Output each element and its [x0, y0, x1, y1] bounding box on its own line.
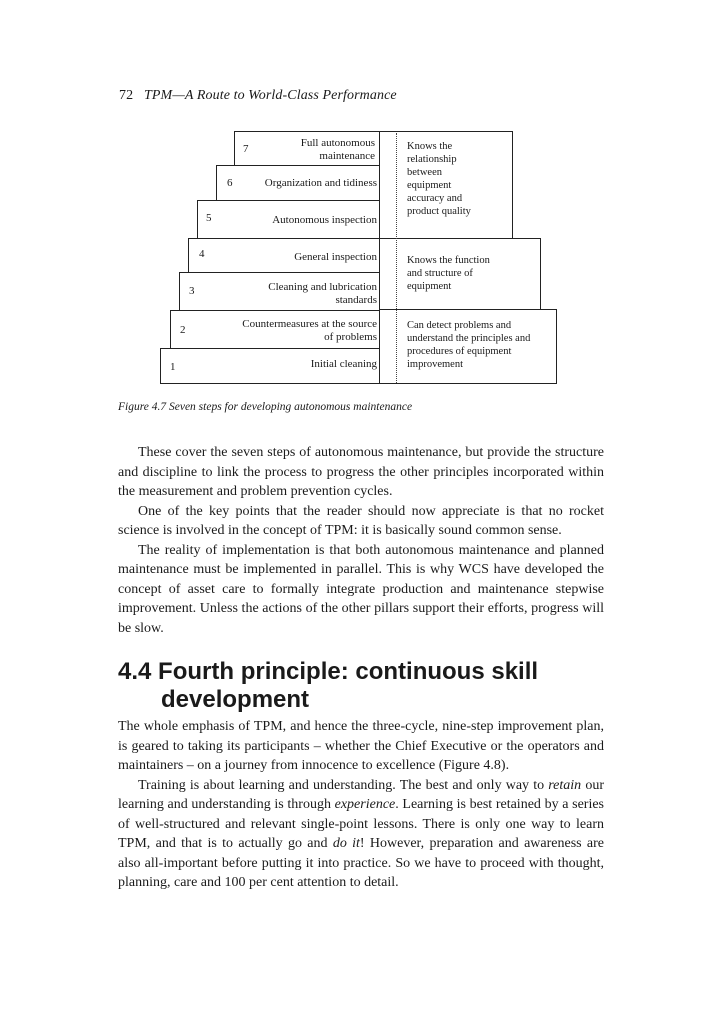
- section-number: 4.4: [118, 658, 152, 685]
- step-number-6: 6: [227, 177, 233, 189]
- figure-divider: [396, 133, 397, 383]
- step-label-3: Cleaning and lubrication standards: [268, 281, 377, 306]
- step-label-4: General inspection: [294, 251, 377, 263]
- section-text: [118, 717, 604, 893]
- step-number-1: 1: [170, 361, 176, 373]
- section-heading: [118, 658, 538, 714]
- step-number-5: 5: [206, 212, 212, 224]
- step-label-5: Autonomous inspection: [272, 214, 377, 226]
- body-text: [118, 443, 604, 638]
- step-number-4: 4: [199, 248, 205, 260]
- step-label-2: Countermeasures at the source of problems: [242, 318, 377, 343]
- outcome-text-top: Knows the relationship between equipment accuracy and product quality: [407, 141, 471, 217]
- outcome-text-bottom: Can detect problems and understand the principles and procedures of equipment improvement: [407, 320, 531, 370]
- figure-caption: Figure 4.7 Seven steps for developing autonomous maintenance: [118, 401, 413, 413]
- step-label-1: Initial cleaning: [310, 358, 377, 370]
- section-paragraph-1: The whole emphasis of TPM, and hence the three-cycle, nine-step improvement plan, is geared to taking its participants – whether the Chief Executive or the operators and maintainers – on a journey from innocence to excellence (Figure 4.8).: [118, 719, 604, 773]
- section-title-line2: development: [161, 686, 310, 713]
- book-title: TPM—A Route to World-Class Performance: [144, 88, 397, 103]
- step-label-6: Organization and tidiness: [264, 177, 377, 189]
- section-paragraph-2: Training is about learning and understanding. The best and only way to retain our learning and understanding is through experience. Learning is best retained by a series of well-structured and relevant single-point lessons. There is only one way to learn TPM, and that is to actually go and do it! However, preparation and awareness are also all-important before putting it into practice. So we have to proceed with thought, planning, care and 100 per cent attention to detail.: [118, 777, 605, 890]
- body-paragraph: The reality of implementation is that both autonomous maintenance and planned maintenance must be implemented in parallel. This is why WCS have developed the concept of asset care to formally integrate production and maintenance stepwise improvement. Unless the actions of the other pillars support their efforts, progress will be slow.: [118, 542, 604, 636]
- step-number-3: 3: [189, 285, 195, 297]
- step-label-7: Full autonomous maintenance: [300, 137, 375, 162]
- body-paragraph: One of the key points that the reader should now appreciate is that no rocket science is involved in the concept of TPM: it is basically sound common sense.: [118, 503, 604, 538]
- step-number-2: 2: [180, 324, 186, 336]
- outcome-text-middle: Knows the function and structure of equipment: [407, 255, 490, 292]
- page-number: 72: [119, 88, 134, 103]
- section-title-line1: Fourth principle: continuous skill: [158, 658, 539, 685]
- step-number-7: 7: [243, 143, 249, 155]
- body-paragraph: These cover the seven steps of autonomous maintenance, but provide the structure and discipline to link the process to progress the other principles incorporated within the measurement and problem prevention cycles.: [118, 445, 604, 499]
- figure-seven-steps: [0, 0, 718, 400]
